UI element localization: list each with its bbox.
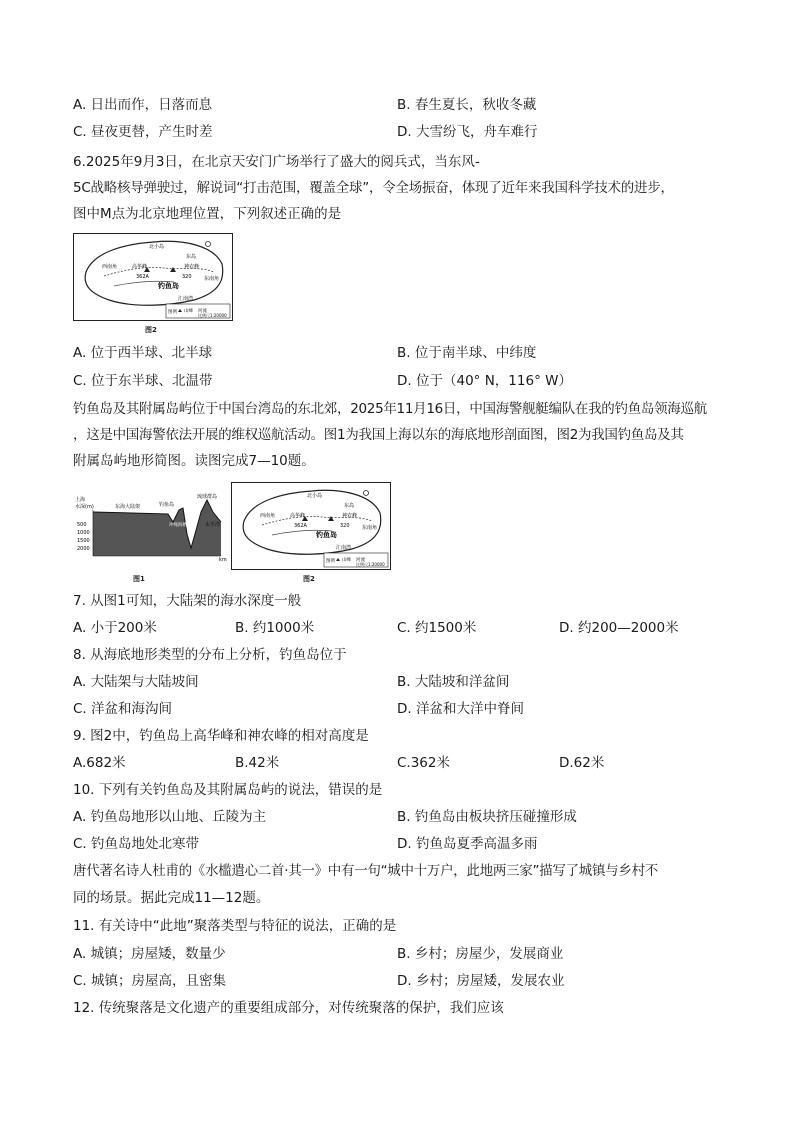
map2-legend-river: 河流 xyxy=(356,558,365,563)
q11-option-c: C. 城镇；房屋高，且密集 xyxy=(73,973,227,989)
intro-7-10-line2: ，这是中国海警依法开展的维权巡航活动。图1为我国上海以东的海底地形剖面图，图2为我国钓鱼岛及其 xyxy=(73,427,684,443)
map-label-east-peak: 神农峰 xyxy=(184,264,200,270)
q7-option-c: C. 约1500米 xyxy=(397,620,477,636)
map2-label-west-alt: 362A xyxy=(294,523,307,529)
map2-label-east-alt: 320 xyxy=(340,523,350,529)
map-label-south: 西南角 xyxy=(102,264,118,270)
q12-stem: 12. 传统聚落是文化遗产的重要组成部分，对传统聚落的保护，我们应该 xyxy=(73,1000,504,1016)
map2-legend-scale: 比例尺1:20000 xyxy=(356,562,385,567)
map-label-east-point: 东岛 xyxy=(186,254,197,260)
map-label-bay: 汇南湾 xyxy=(178,296,194,302)
q5-option-a: A. 日出而作，日落而息 xyxy=(73,97,213,113)
profile-figure-caption: 图1 xyxy=(133,575,145,583)
q6-figure-caption: 图2 xyxy=(145,326,157,334)
q11-option-d: D. 乡村；房屋矮，发展农业 xyxy=(397,973,565,989)
q9-option-c: C.362米 xyxy=(397,755,450,771)
q10-option-c: C. 钓鱼岛地处北寒带 xyxy=(73,836,200,852)
island-map-q7 xyxy=(231,482,391,570)
profile-xtick-unit: km xyxy=(219,557,227,563)
island-map-q6 xyxy=(73,233,233,321)
map2-label-east-point: 东岛 xyxy=(344,503,355,509)
q8-option-b: B. 大陆坡和洋盆间 xyxy=(397,674,510,690)
q11-stem: 11. 有关诗中“此地”聚落类型与特征的说法，正确的是 xyxy=(73,918,397,934)
q8-option-a: A. 大陆架与大陆坡间 xyxy=(73,674,199,690)
q10-option-d: D. 钓鱼岛夏季高温多雨 xyxy=(397,836,538,852)
profile-xtick-2: 400 xyxy=(137,557,147,563)
q9-option-d: D.62米 xyxy=(559,755,605,771)
q6-option-b: B. 位于南半球、中纬度 xyxy=(397,345,537,361)
q11-option-a: A. 城镇；房屋矮，数量少 xyxy=(73,946,226,962)
profile-ytick-4: 2000 xyxy=(77,546,90,552)
profile-ytick-2: 1000 xyxy=(77,530,90,536)
map2-label-east-corner: 东南角 xyxy=(362,525,378,531)
q6-option-d: D. 位于（40° N，116° W） xyxy=(397,373,572,389)
intro-7-10-line3: 附属岛屿地形简图。读图完成7—10题。 xyxy=(73,453,315,469)
q8-option-c: C. 洋盆和海沟间 xyxy=(73,701,173,717)
q9-option-b: B.42米 xyxy=(235,755,280,771)
island-map-graphic-q6 xyxy=(74,234,232,320)
profile-xtick-4: 800 xyxy=(191,557,201,563)
q6-option-a: A. 位于西半球、北半球 xyxy=(73,345,213,361)
map-legend-peak: 山峰 xyxy=(184,309,193,314)
map2-label-west-peak: 高华峰 xyxy=(290,513,306,519)
q7-option-a: A. 小于200米 xyxy=(73,620,157,636)
q9-option-a: A.682米 xyxy=(73,755,126,771)
map-label-island: 钓鱼岛 xyxy=(158,282,179,290)
q9-stem: 9. 图2中，钓鱼岛上高华峰和神农峰的相对高度是 xyxy=(73,728,369,744)
q7-option-d: D. 约200—2000米 xyxy=(559,620,679,636)
seabed-profile-graphic xyxy=(73,492,228,568)
q10-stem: 10. 下列有关钓鱼岛及其附属岛屿的说法，错误的是 xyxy=(73,782,383,798)
q6-stem-line3: 图中M点为北京地理位置，下列叙述正确的是 xyxy=(73,206,342,222)
map-label-west-alt: 362A xyxy=(136,274,149,280)
map-label-east-alt: 320 xyxy=(182,274,192,280)
q6-stem-line1: 6.2025年9月3日，在北京天安门广场举行了盛大的阅兵式，当东风- xyxy=(73,154,480,170)
seabed-profile-figure xyxy=(73,492,228,568)
q6-option-c: C. 位于东半球、北温带 xyxy=(73,373,213,389)
profile-label-shelf: 东海大陆架 xyxy=(115,504,141,510)
island-map-graphic-q7 xyxy=(232,483,390,569)
map-label-east-corner: 东南角 xyxy=(204,276,220,282)
profile-label-depth-unit: 水深(m) xyxy=(75,504,94,510)
profile-label-ryukyu: 琉球群岛 xyxy=(197,494,218,500)
profile-label-island: 钓鱼岛 xyxy=(159,502,175,508)
profile-label-pacific: 太平洋 xyxy=(205,522,221,528)
q8-option-d: D. 洋盆和大洋中脊间 xyxy=(397,701,524,717)
profile-xtick-1: 200 xyxy=(111,557,121,563)
map-label-west-peak: 高华峰 xyxy=(132,264,148,270)
map2-label-south: 西南角 xyxy=(260,513,276,519)
q11-option-b: B. 乡村；房屋少，发展商业 xyxy=(397,946,564,962)
map2-legend-peak: 山峰 xyxy=(342,558,351,563)
map2-figure-caption: 图2 xyxy=(303,575,315,583)
q5-option-b: B. 春生夏长，秋收冬藏 xyxy=(397,97,537,113)
q6-stem-line2: 5C战略核导弹驶过，解说词“打击范围，覆盖全球”，令全场振奋，体现了近年来我国科学技术的进步， xyxy=(73,180,674,196)
map2-label-east-peak: 神农峰 xyxy=(342,513,358,519)
q8-stem: 8. 从海底地形类型的分布上分析，钓鱼岛位于 xyxy=(73,647,347,663)
profile-label-trench: 冲绳海槽 xyxy=(169,523,187,528)
map-legend-river: 河流 xyxy=(198,309,207,314)
map-legend-scale: 比例尺1:20000 xyxy=(198,313,227,318)
profile-xtick-3: 600 xyxy=(165,557,175,563)
intro-7-10-line1: 钓鱼岛及其附属岛屿位于中国台湾岛的东北郊，2025年11月16日，中国海警舰艇编队在我的钓鱼岛领海巡航 xyxy=(73,401,707,417)
intro-11-12-line1: 唐代著名诗人杜甫的《水槛遣心二首·其一》中有一句“城中十万户，此地两三家”描写了城镇与乡村不 xyxy=(73,863,658,879)
q10-option-a: A. 钓鱼岛地形以山地、丘陵为主 xyxy=(73,809,267,825)
map-label-north-peak: 北小岛 xyxy=(149,244,165,250)
map2-label-island: 钓鱼岛 xyxy=(316,531,337,539)
map2-legend-title: 图例 xyxy=(326,559,335,564)
profile-ytick-1: 500 xyxy=(77,522,87,528)
map-legend-title: 图例 xyxy=(168,310,177,315)
q10-option-b: B. 钓鱼岛由板块挤压碰撞形成 xyxy=(397,809,577,825)
profile-ytick-3: 1500 xyxy=(77,538,90,544)
q5-option-c: C. 昼夜更替，产生时差 xyxy=(73,124,213,140)
q7-stem: 7. 从图1可知，大陆架的海水深度一般 xyxy=(73,593,302,609)
q7-option-b: B. 约1000米 xyxy=(235,620,315,636)
intro-11-12-line2: 同的场景。据此完成11—12题。 xyxy=(73,890,270,906)
q5-option-d: D. 大雪纷飞，舟车难行 xyxy=(397,124,538,140)
profile-label-shanghai: 上海 xyxy=(75,497,86,503)
map2-label-bay: 汇南湾 xyxy=(336,545,352,551)
map2-label-north-peak: 北小岛 xyxy=(307,493,323,499)
